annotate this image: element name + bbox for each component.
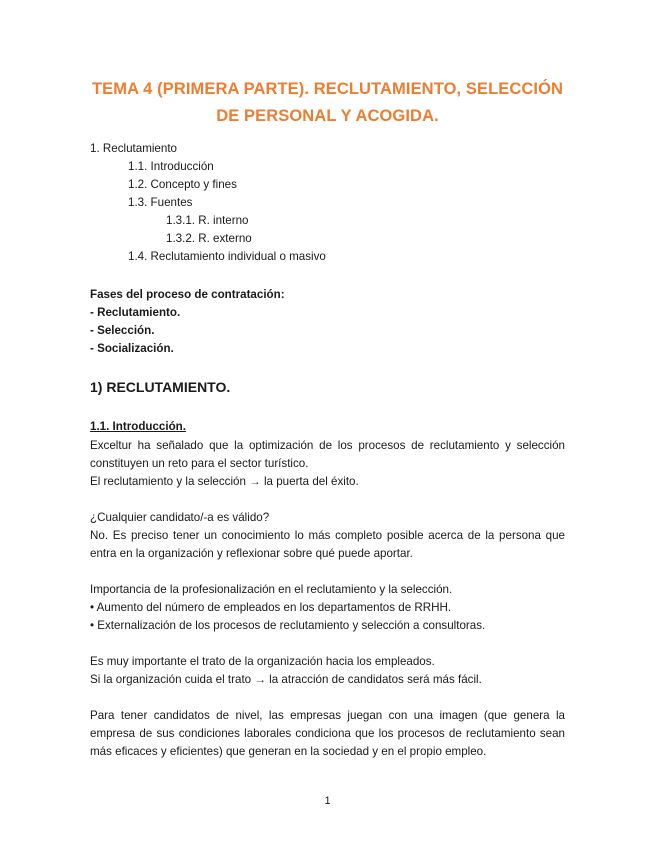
toc-item: 1. Reclutamiento [90, 142, 177, 155]
toc-item: 1.3.1. R. interno [166, 214, 249, 227]
bullet-item: • Externalización de los procesos de reclutamiento y selección a consultoras. [90, 619, 486, 632]
paragraph-line: ¿Cualquier candidato/-a es válido? [90, 511, 270, 524]
document-title [60, 76, 595, 130]
toc-item: 1.3.2. R. externo [166, 232, 252, 245]
paragraph-line: empresa de sus condiciones laborales condiciona que los procesos de reclutamiento sean [90, 727, 565, 740]
toc-item: 1.3. Fuentes [128, 196, 193, 209]
paragraph-line: No. Es preciso tener un conocimiento lo más completo posible acerca de la persona que [90, 529, 565, 542]
paragraph-line: Es muy importante el trato de la organización hacia los empleados. [90, 655, 435, 668]
paragraph-line: El reclutamiento y la selección → la puerta del éxito. [90, 475, 359, 488]
paragraph-line: Exceltur ha señalado que la optimización de los procesos de reclutamiento y selección [90, 439, 565, 452]
bullet-item: • Aumento del número de empleados en los departamentos de RRHH. [90, 601, 452, 614]
page-number: 1 [324, 795, 331, 807]
toc-item: 1.1. Introducción [128, 160, 214, 173]
toc-item: 1.2. Concepto y fines [128, 178, 237, 191]
section-heading: 1) RECLUTAMIENTO. [90, 379, 231, 395]
title-line-2: DE PERSONAL Y ACOGIDA. [216, 107, 439, 125]
paragraph-line: entra en la organización y reflexionar sobre qué puede aportar. [90, 547, 413, 560]
title-line-1: TEMA 4 (PRIMERA PARTE). RECLUTAMIENTO, SELECCIÓN [91, 80, 564, 98]
paragraph-line: Importancia de la profesionalización en el reclutamiento y la selección. [90, 583, 453, 596]
paragraph-line: Para tener candidatos de nivel, las empresas juegan con una imagen (que genera la [90, 709, 565, 722]
subsection-heading: 1.1. Introducción. [90, 420, 186, 433]
phases-heading: Fases del proceso de contratación: [90, 288, 285, 301]
phase-item: - Socialización. [90, 342, 174, 355]
paragraph-line: Si la organización cuida el trato → la atracción de candidatos será más fácil. [90, 673, 482, 686]
phase-item: - Reclutamiento. [90, 306, 181, 319]
paragraph-line: constituyen un reto para el sector turístico. [90, 457, 309, 470]
paragraph-line: más eficaces y eficientes) que generan en la sociedad y en el propio empleo. [90, 745, 487, 758]
toc-item: 1.4. Reclutamiento individual o masivo [128, 250, 326, 263]
phase-item: - Selección. [90, 324, 155, 337]
